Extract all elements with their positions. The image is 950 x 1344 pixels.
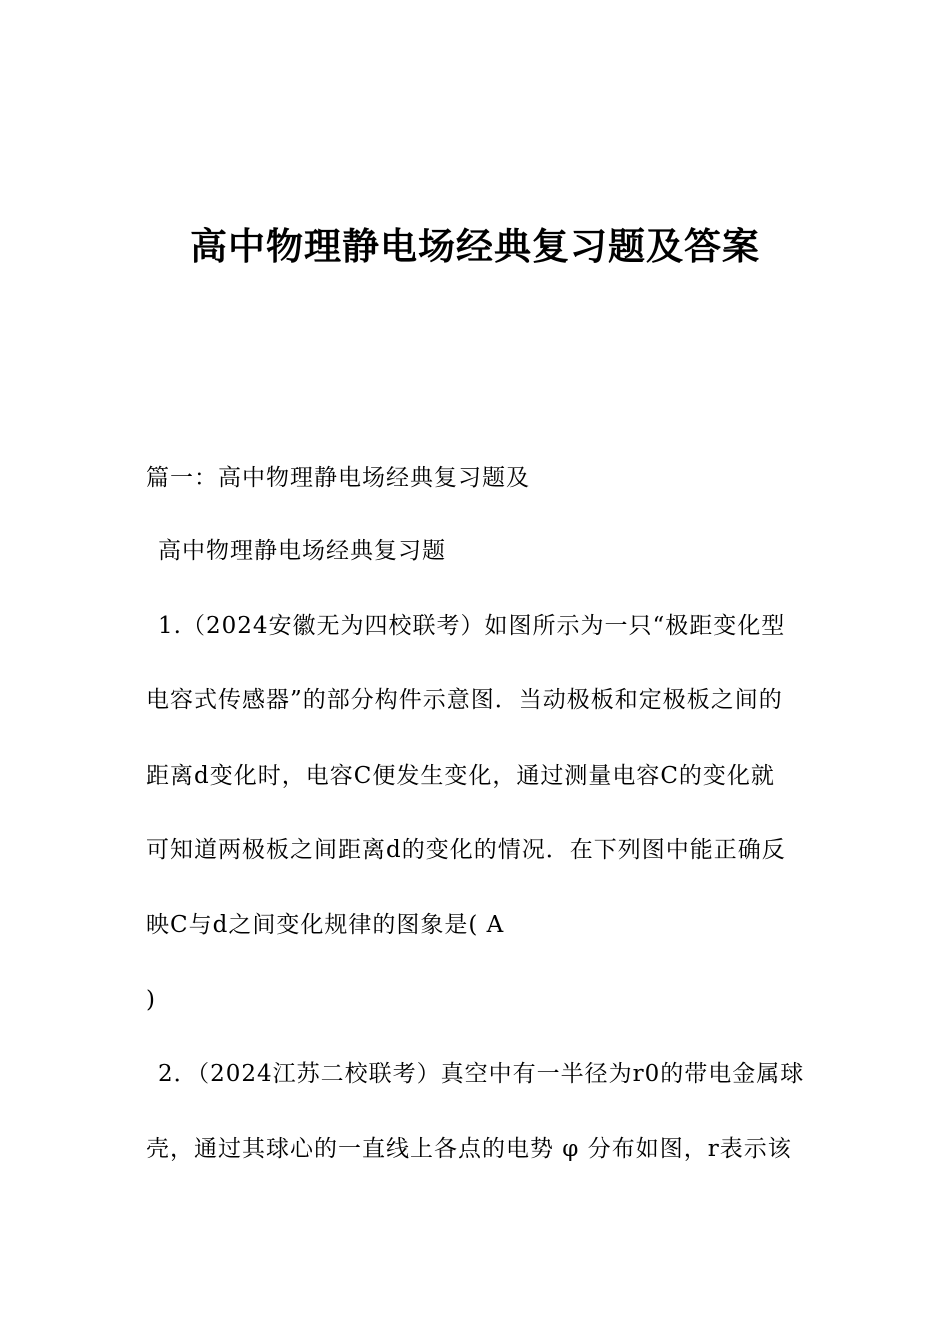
paragraph-line-8: 壳，通过其球心的一直线上各点的电势 φ 分布如图，r表示该 bbox=[146, 1136, 792, 1162]
paragraph-line-1: 1.（2024安徽无为四校联考）如图所示为一只“极距变化型 bbox=[158, 613, 786, 639]
paragraph-line-4: 可知道两极板之间距离d的变化的情况．在下列图中能正确反 bbox=[146, 837, 786, 863]
paragraph-line-2: 电容式传感器”的部分构件示意图．当动极板和定极板之间的 bbox=[146, 687, 783, 713]
paragraph-line-7: 2．（2024江苏二校联考）真空中有一半径为r0的带电金属球 bbox=[158, 1061, 805, 1087]
subheading: 高中物理静电场经典复习题 bbox=[158, 538, 446, 564]
paragraph-line-6: ) bbox=[146, 987, 156, 1013]
paragraph-line-5: 映C与d之间变化规律的图象是( A bbox=[146, 912, 505, 938]
paragraph-line-3: 距离d变化时，电容C便发生变化，通过测量电容C的变化就 bbox=[146, 763, 775, 789]
section-heading: 篇一：高中物理静电场经典复习题及 bbox=[146, 465, 530, 491]
document-title: 高中物理静电场经典复习题及答案 bbox=[190, 225, 760, 268]
